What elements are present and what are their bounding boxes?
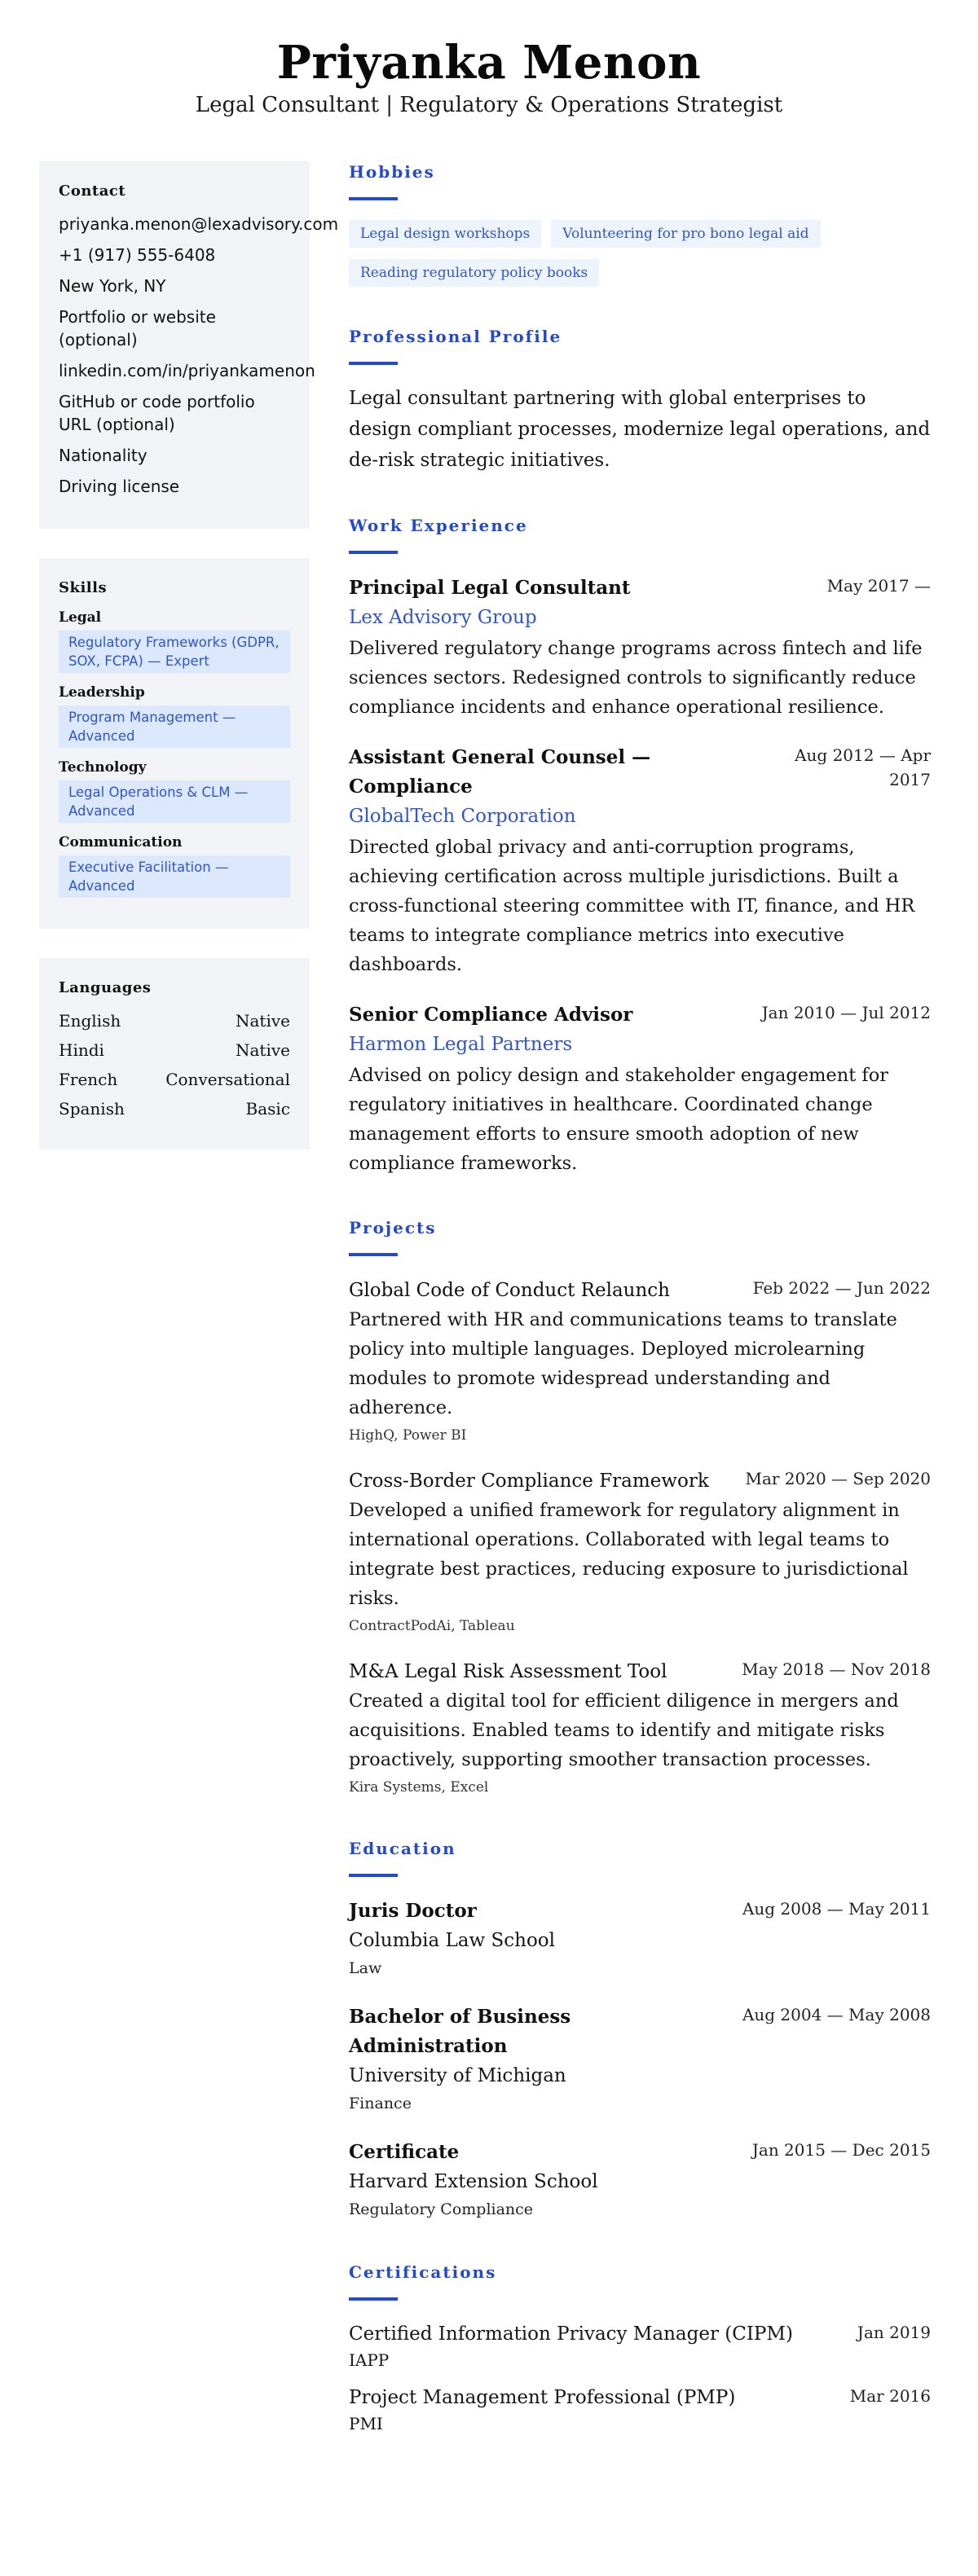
skill-group-label: Technology xyxy=(59,759,147,776)
hobby-chip: Legal design workshops xyxy=(349,220,541,248)
job-description: Advised on policy design and stakeholder engagement for regulatory initiatives in healthcare. Coordinated change management efforts to ensure smooth adoption of new compliance frameworks. xyxy=(349,1065,889,1174)
job-description: Directed global privacy and anti-corruption programs, achieving certification across multiple jurisdictions. Built a cross-functional steering committee with IT, finance, and HR teams to integrate compliance metrics into executive dashboards. xyxy=(349,837,915,975)
education-degree: Bachelor of Business Administration xyxy=(349,2006,571,2057)
job-title: Senior Compliance Advisor xyxy=(349,1004,633,1026)
language-level: Native xyxy=(236,1011,290,1031)
education-school: Harvard Extension School xyxy=(349,2171,598,2192)
project-description: Partnered with HR and communications teams to translate policy into multiple languages. Deployed microlearning modules to promote widespread understanding and adherence. xyxy=(349,1309,897,1418)
contact-portfolio: Portfolio or website (optional) xyxy=(59,307,216,349)
education-date: Aug 2004 — May 2008 xyxy=(742,2005,931,2024)
certification-entry xyxy=(349,2384,931,2436)
resume-header xyxy=(0,0,978,122)
education-section xyxy=(349,1838,931,2222)
profile-heading: Professional Profile xyxy=(349,327,562,346)
project-tools: Kira Systems, Excel xyxy=(349,1779,489,1796)
hobbies-heading: Hobbies xyxy=(349,162,435,182)
education-school: University of Michigan xyxy=(349,2065,566,2086)
skill-group-label: Leadership xyxy=(59,684,145,701)
projects-heading: Projects xyxy=(349,1218,437,1237)
project-name: M&A Legal Risk Assessment Tool xyxy=(349,1661,667,1682)
certifications-section xyxy=(349,2262,931,2436)
hobby-list xyxy=(349,220,931,287)
project-date: Feb 2022 — Jun 2022 xyxy=(752,1278,931,1298)
project-date: May 2018 — Nov 2018 xyxy=(742,1659,931,1679)
contact-driving-license: Driving license xyxy=(59,477,180,496)
education-school: Columbia Law School xyxy=(349,1930,556,1951)
contact-nationality: Nationality xyxy=(59,446,148,465)
language-row xyxy=(59,1039,290,1062)
certification-issuer: PMI xyxy=(349,2414,383,2433)
languages-heading: Languages xyxy=(59,979,152,996)
project-tools: HighQ, Power BI xyxy=(349,1427,467,1444)
project-entry xyxy=(349,1657,931,1799)
candidate-title: Legal Consultant | Regulatory & Operations Strategist xyxy=(195,93,783,117)
language-row xyxy=(59,1009,290,1032)
section-divider xyxy=(349,2297,398,2301)
hobby-chip: Reading regulatory policy books xyxy=(349,259,599,287)
language-level: Basic xyxy=(245,1099,290,1119)
project-name: Global Code of Conduct Relaunch xyxy=(349,1280,670,1301)
education-entry xyxy=(349,2002,931,2117)
certification-name: Project Management Professional (PMP) xyxy=(349,2387,736,2408)
certification-date: Mar 2016 xyxy=(849,2386,931,2406)
section-divider xyxy=(349,1253,398,1256)
language-name: English xyxy=(59,1011,121,1031)
contact-linkedin[interactable]: linkedin.com/in/priyankamenon xyxy=(59,361,315,380)
skill-tag: Regulatory Frameworks (GDPR, SOX, FCPA) — Expert xyxy=(59,631,290,673)
job-entry xyxy=(349,743,931,979)
skills-panel xyxy=(39,558,310,929)
skill-group-label: Legal xyxy=(59,609,102,626)
hobby-chip: Volunteering for pro bono legal aid xyxy=(551,220,820,248)
skill-group-label: Communication xyxy=(59,834,183,851)
education-field: Regulatory Compliance xyxy=(349,2200,534,2218)
profile-summary: Legal consultant partnering with global enterprises to design compliant processes, modernize legal operations, and de-risk strategic initiatives. xyxy=(349,388,931,471)
project-tools: ContractPodAi, Tableau xyxy=(349,1618,515,1634)
education-degree: Juris Doctor xyxy=(349,1900,477,1922)
education-field: Finance xyxy=(349,2095,412,2112)
education-date: Jan 2015 — Dec 2015 xyxy=(751,2140,931,2160)
skill-group xyxy=(59,684,290,748)
section-divider xyxy=(349,1874,398,1877)
work-heading: Work Experience xyxy=(349,516,528,535)
project-entry xyxy=(349,1276,931,1447)
projects-section xyxy=(349,1217,931,1799)
education-entry xyxy=(349,1897,931,1981)
job-company: Harmon Legal Partners xyxy=(349,1034,573,1055)
skill-tag: Executive Facilitation — Advanced xyxy=(59,855,290,898)
skill-group xyxy=(59,759,290,823)
job-entry xyxy=(349,1000,931,1178)
contact-panel xyxy=(39,161,339,529)
languages-panel xyxy=(39,958,310,1150)
job-entry xyxy=(349,574,931,722)
language-row xyxy=(59,1068,290,1091)
project-name: Cross-Border Compliance Framework xyxy=(349,1470,709,1492)
main-content xyxy=(349,161,931,2475)
skill-tag: Program Management — Advanced xyxy=(59,706,290,748)
certification-name: Certified Information Privacy Manager (CIPM) xyxy=(349,2323,793,2345)
job-date: Jan 2010 — Jul 2012 xyxy=(761,1003,931,1022)
skills-heading: Skills xyxy=(59,579,108,596)
education-date: Aug 2008 — May 2011 xyxy=(742,1899,931,1919)
skill-group xyxy=(59,834,290,898)
certification-entry xyxy=(349,2320,931,2372)
education-heading: Education xyxy=(349,1839,456,1858)
contact-phone: +1 (917) 555-6408 xyxy=(59,245,216,265)
skill-group xyxy=(59,609,290,673)
section-divider xyxy=(349,197,398,200)
work-experience-section xyxy=(349,515,931,1178)
contact-github: GitHub or code portfolio URL (optional) xyxy=(59,392,255,434)
job-title: Principal Legal Consultant xyxy=(349,577,631,599)
language-name: French xyxy=(59,1070,118,1089)
language-name: Spanish xyxy=(59,1099,125,1119)
language-level: Native xyxy=(236,1040,290,1060)
certification-issuer: IAPP xyxy=(349,2350,390,2370)
education-field: Law xyxy=(349,1959,382,1977)
education-degree: Certificate xyxy=(349,2141,460,2163)
job-title: Assistant General Counsel — Compliance xyxy=(349,746,651,798)
education-entry xyxy=(349,2138,931,2222)
contact-location: New York, NY xyxy=(59,276,166,296)
job-date: Aug 2012 — Apr 2017 xyxy=(795,745,931,789)
skill-tag: Legal Operations & CLM — Advanced xyxy=(59,780,290,823)
project-description: Developed a unified framework for regulatory alignment in international operations. Collaborated with legal teams to integrate best practices, reducing exposure to jurisdictional risks. xyxy=(349,1500,909,1609)
section-divider xyxy=(349,362,398,365)
certification-date: Jan 2019 xyxy=(857,2323,931,2342)
language-name: Hindi xyxy=(59,1040,104,1060)
language-level: Conversational xyxy=(165,1070,290,1089)
section-divider xyxy=(349,551,398,554)
job-company: Lex Advisory Group xyxy=(349,607,537,628)
resume-body xyxy=(0,122,978,2475)
language-row xyxy=(59,1097,290,1120)
job-company: GlobalTech Corporation xyxy=(349,806,576,827)
profile-section xyxy=(349,326,931,476)
contact-heading: Contact xyxy=(59,182,126,200)
certifications-heading: Certifications xyxy=(349,2262,497,2282)
project-description: Created a digital tool for efficient diligence in mergers and acquisitions. Enabled teams to identify and mitigate risks proactively, supporting smoother transaction processes. xyxy=(349,1690,899,1770)
project-date: Mar 2020 — Sep 2020 xyxy=(745,1469,931,1488)
candidate-name: Priyanka Menon xyxy=(276,36,702,90)
hobbies-section xyxy=(349,161,931,287)
contact-email[interactable]: priyanka.menon@lexadvisory.com xyxy=(59,214,339,234)
project-entry xyxy=(349,1466,931,1637)
job-description: Delivered regulatory change programs across fintech and life sciences sectors. Redesigned controls to significantly reduce compliance incidents and enhance operational resilience. xyxy=(349,638,923,718)
sidebar xyxy=(39,161,339,2475)
job-date: May 2017 — xyxy=(826,576,931,596)
